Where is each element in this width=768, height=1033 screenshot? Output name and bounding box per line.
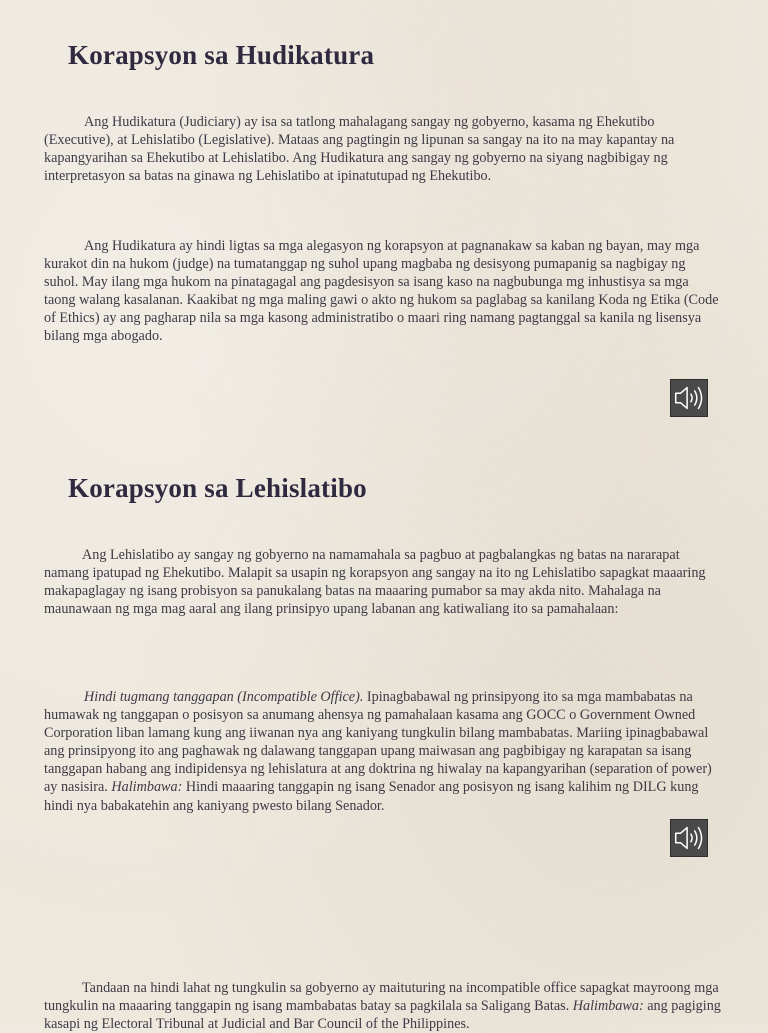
example-text: Hindi maaaring tanggapin ng isang Senador ang posisyon ng isang kalihim ng DILG kung hindi nya babakatehin ang kaniyang pwesto bilang Senador. xyxy=(44,779,699,814)
paragraph-incompatible-office xyxy=(44,688,722,815)
paragraph-hudikatura-intro: Ang Hudikatura (Judiciary) ay isa sa tatlong mahalagang sangay ng gobyerno, kasama ng Ehekutibo (Executive), at Lehislatibo (Legislative). Mataas ang pagtingin ng lipunan sa sangay na ito na may kapantay na kapangyarihan sa Ehekutibo at Lehislatibo. Ang Hudikatura ang sangay ng gobyerno na siyang nagbibigay ng interpretasyon sa batas na ginawa ng Lehislatibo at ipinatutupad ng Ehekutibo. xyxy=(44,114,675,185)
note-example-label: Halimbawa: xyxy=(572,998,644,1015)
paragraph-hudikatura-corruption: Ang Hudikatura ay hindi ligtas sa mga alegasyon ng korapsyon at pagnanakaw sa kaban ng bayan, may mga kurakot din na hukom (judge) na tumatanggap ng suhol upang magbaba ng desisyong pumapanig sa nagbigay ng suhol. May ilang mga hukom na pinatagagal ang pagdesisyon sa isang kaso na nagbubunga mg inhustisya sa mga taong walang kasalanan. Kaakibat ng mga maling gawi o akto ng hukom sa paglabag sa kanilang Koda ng Etika (Code of Ethics) ay ang pagharap nila sa mga kasong administratibo o maari ring namang pagtanggal sa kanila ng lisensya bilang mga abogado. xyxy=(44,238,719,345)
audio-play-button-2[interactable] xyxy=(670,819,708,857)
incompatible-office-body: Ipinagbabawal ng prinsipyong ito sa mga mambabatas na humawak ng tanggapan o posisyon sa anumang ahensya ng pamahalaan kasama ang GOCC o Government Owned Corporation liban lamang kung ang iiwanan nya ang kaniyang tungkulin bilang mambabatas. Mariing ipinagbabawal ang prinsipyong ito ang paghawak ng dalawang tanggapan upang maiwasan ang pagbibigay ng karapatan sa isang tanggapan habang ang indipidensya ng lehislatura at ang doktrina ng hiwalay na kapangyarihan (separation of power) ay nasisira. xyxy=(44,689,712,796)
section-title-lehislatibo: Korapsyon sa Lehislatibo xyxy=(68,473,367,503)
note-example-text: ang pagiging kasapi ng Electoral Tribunal at Judicial and Bar Council of the Philippines. xyxy=(44,998,721,1033)
section-title-hudikatura: Korapsyon sa Hudikatura xyxy=(68,40,375,70)
audio-play-button[interactable] xyxy=(670,379,708,417)
speaker-icon xyxy=(671,380,707,416)
paragraph-lehislatibo-intro: Ang Lehislatibo ay sangay ng gobyerno na namamahala sa pagbuo at pagbalangkas ng batas na nararapat namang ipatupad ng Ehekutibo. Malapit sa usapin ng korapsyon ang sangay na ito ng Lehislatibo sapagkat maaaring makapaglagay ng isang probisyon sa panukalang batas na maaaring pumabor sa may akda nito. Mahalaga na maunawaan ng mga mag aaral ang ilang prinsipyo upang labanan ang katiwaliang ito sa pamahalaan: xyxy=(44,547,706,618)
speaker-icon xyxy=(671,820,707,856)
paragraph-note xyxy=(44,979,722,1033)
note-text: Tandaan na hindi lahat ng tungkulin sa gobyerno ay maituturing na incompatible office sapagkat mayroong mga tungkulin na maaaring tanggapin ng isang mambabatas batay sa pagkilala sa Saligang Batas. xyxy=(44,980,719,1015)
example-label: Halimbawa: xyxy=(111,779,183,796)
incompatible-office-term: Hindi tugmang tanggapan (Incompatible Office). xyxy=(84,689,364,705)
